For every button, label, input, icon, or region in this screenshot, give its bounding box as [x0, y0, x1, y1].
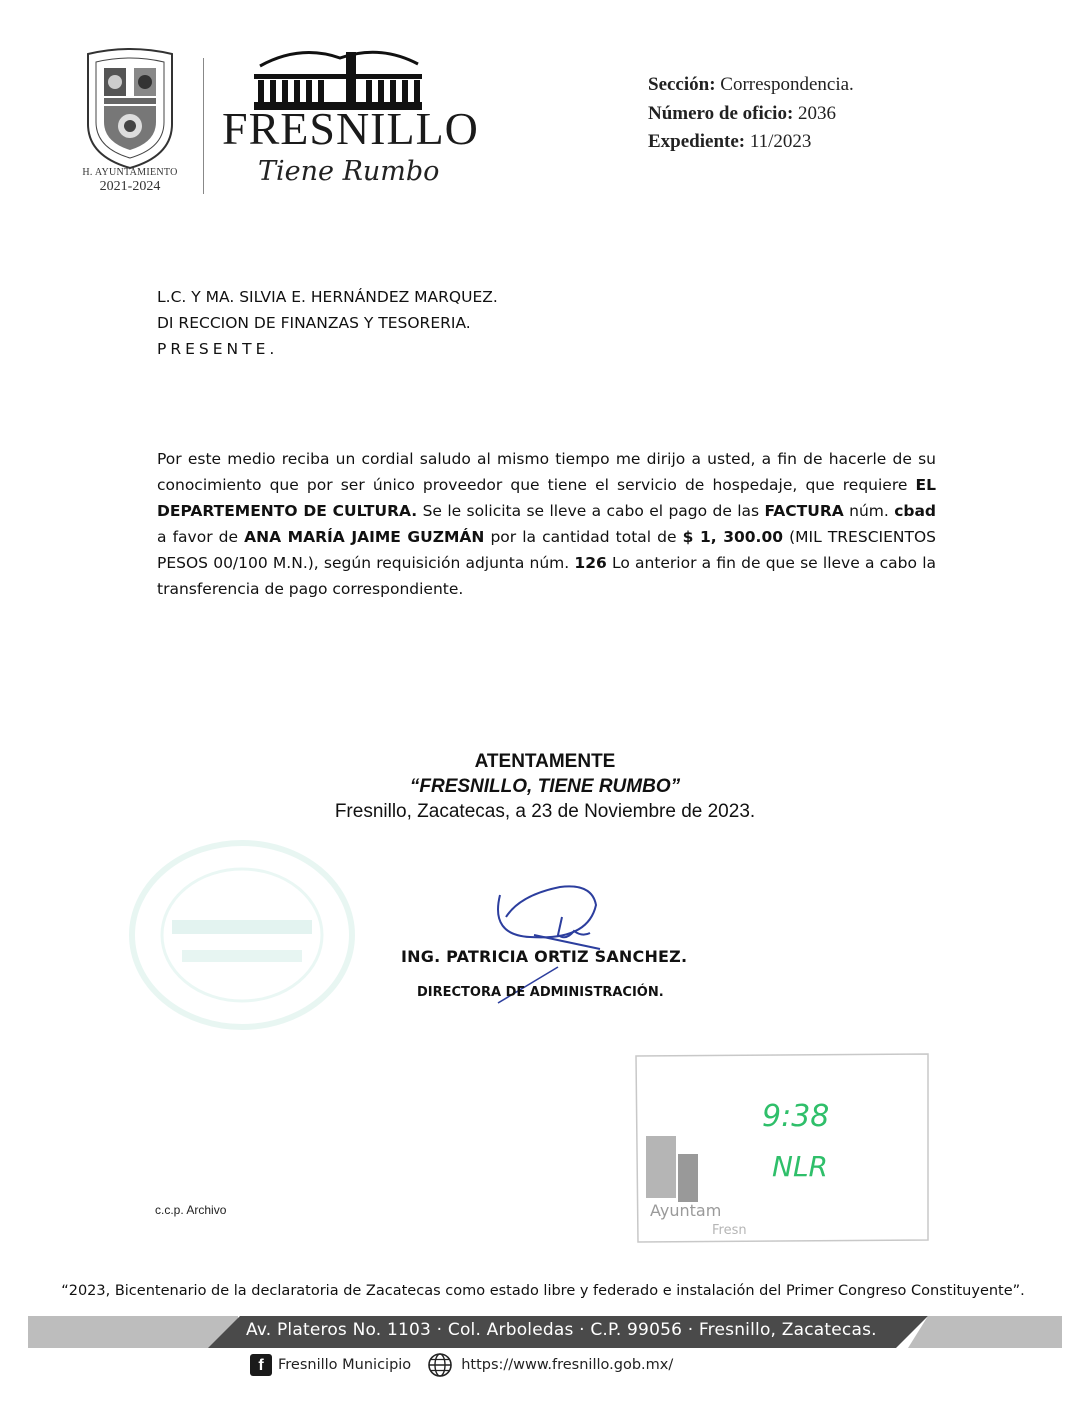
addressee-department: DI RECCION DE FINANZAS Y TESORERIA.	[157, 314, 471, 332]
body-text-1: Por este medio reciba un cordial saludo al mismo tiempo me dirijo a usted, a fin de hacerle de su conocimiento que por ser único proveedor que tiene el servicio de hospedaje, que requiere	[157, 450, 936, 494]
footer-links	[250, 1350, 673, 1380]
body-text-2: Se le solicita se lleve a cabo el pago de las	[417, 502, 765, 520]
amount: $ 1, 300.00	[682, 528, 784, 546]
stamp-time: 9:38	[762, 1099, 830, 1134]
closing-atentamente: ATENTAMENTE	[474, 751, 616, 772]
closing-block	[240, 749, 850, 825]
payee-name: ANA MARÍA JAIME GUZMÁN	[244, 528, 485, 546]
addressee-presente: PRESENTE.	[157, 340, 279, 358]
body-text-5: por la cantidad total de	[484, 528, 683, 546]
office-number-row	[648, 100, 854, 129]
website-link[interactable]: https://www.fresnillo.gob.mx/	[461, 1357, 674, 1373]
seal-caption	[60, 166, 200, 194]
file-label: Expediente:	[648, 131, 746, 152]
signer-role: DIRECTORA DE ADMINISTRACIÓN.	[417, 985, 664, 1000]
address-bar	[28, 1316, 1062, 1348]
stamp-line1: Ayuntam	[650, 1201, 722, 1220]
header-divider	[203, 58, 204, 194]
addressee-block	[157, 284, 498, 362]
stamp-initials: NLR	[772, 1150, 828, 1183]
body-text-6: (MIL TRESCIENTOS PESOS 00/100 M.N.), según requisición adjunta núm.	[157, 528, 936, 572]
body-text-7: Lo anterior a fin de que se lleve a cabo la transferencia de pago correspondiente.	[157, 554, 936, 598]
department-name: EL DEPARTEMENTO DE CULTURA.	[157, 476, 936, 520]
globe-icon	[427, 1352, 453, 1378]
footer-address: Av. Plateros No. 1103 · Col. Arboledas · C.P. 99056 · Fresnillo, Zacatecas.	[246, 1320, 877, 1340]
stamp-line2: Fresn	[712, 1223, 747, 1238]
addressee-name: L.C. Y MA. SILVIA E. HERNÁNDEZ MARQUEZ.	[157, 288, 498, 306]
body-paragraph	[157, 446, 936, 602]
ccp-archive: c.c.p. Archivo	[155, 1203, 227, 1217]
reference-block	[648, 71, 854, 157]
invoice-label: FACTURA	[764, 502, 844, 520]
file-value: 11/2023	[749, 131, 812, 152]
requisition-number: 126	[574, 554, 607, 572]
facebook-icon: f	[250, 1354, 272, 1376]
section-label: Sección:	[648, 74, 716, 95]
municipal-seal-emblem	[80, 46, 180, 170]
closing-place-date: Fresnillo, Zacatecas, a 23 de Noviembre de 2023.	[334, 801, 756, 822]
section-value: Correspondencia.	[720, 74, 854, 95]
seal-caption-line2: 2021-2024	[99, 179, 161, 194]
invoice-number: cbad	[894, 502, 937, 520]
closing-motto: “FRESNILLO, TIENE RUMBO”	[409, 776, 681, 797]
file-row	[648, 128, 854, 157]
office-number-label: Número de oficio:	[648, 102, 794, 124]
footer-legend: “2023, Bicentenario de la declaratoria de Zacatecas como estado libre y federado e instalación del Primer Congreso Constituyente”.	[61, 1283, 1025, 1299]
logo-slogan: Tiene Rumbo	[258, 156, 440, 187]
body-text-3: núm.	[843, 502, 895, 520]
address-bar-left-shade	[28, 1316, 238, 1348]
receipt-stamp	[632, 1050, 932, 1250]
signer-name: ING. PATRICIA ORTIZ SANCHEZ.	[401, 947, 688, 966]
logo-name: FRESNILLO	[222, 103, 479, 154]
address-bar-right-shade	[908, 1316, 1062, 1348]
facebook-link[interactable]: Fresnillo Municipio	[278, 1357, 412, 1373]
body-text-4: a favor de	[157, 528, 245, 546]
faded-seal-stamp	[112, 830, 372, 1040]
seal-caption-line1: H. AYUNTAMIENTO	[82, 167, 178, 178]
office-number-value: 2036	[798, 102, 837, 124]
section-row	[648, 71, 854, 100]
